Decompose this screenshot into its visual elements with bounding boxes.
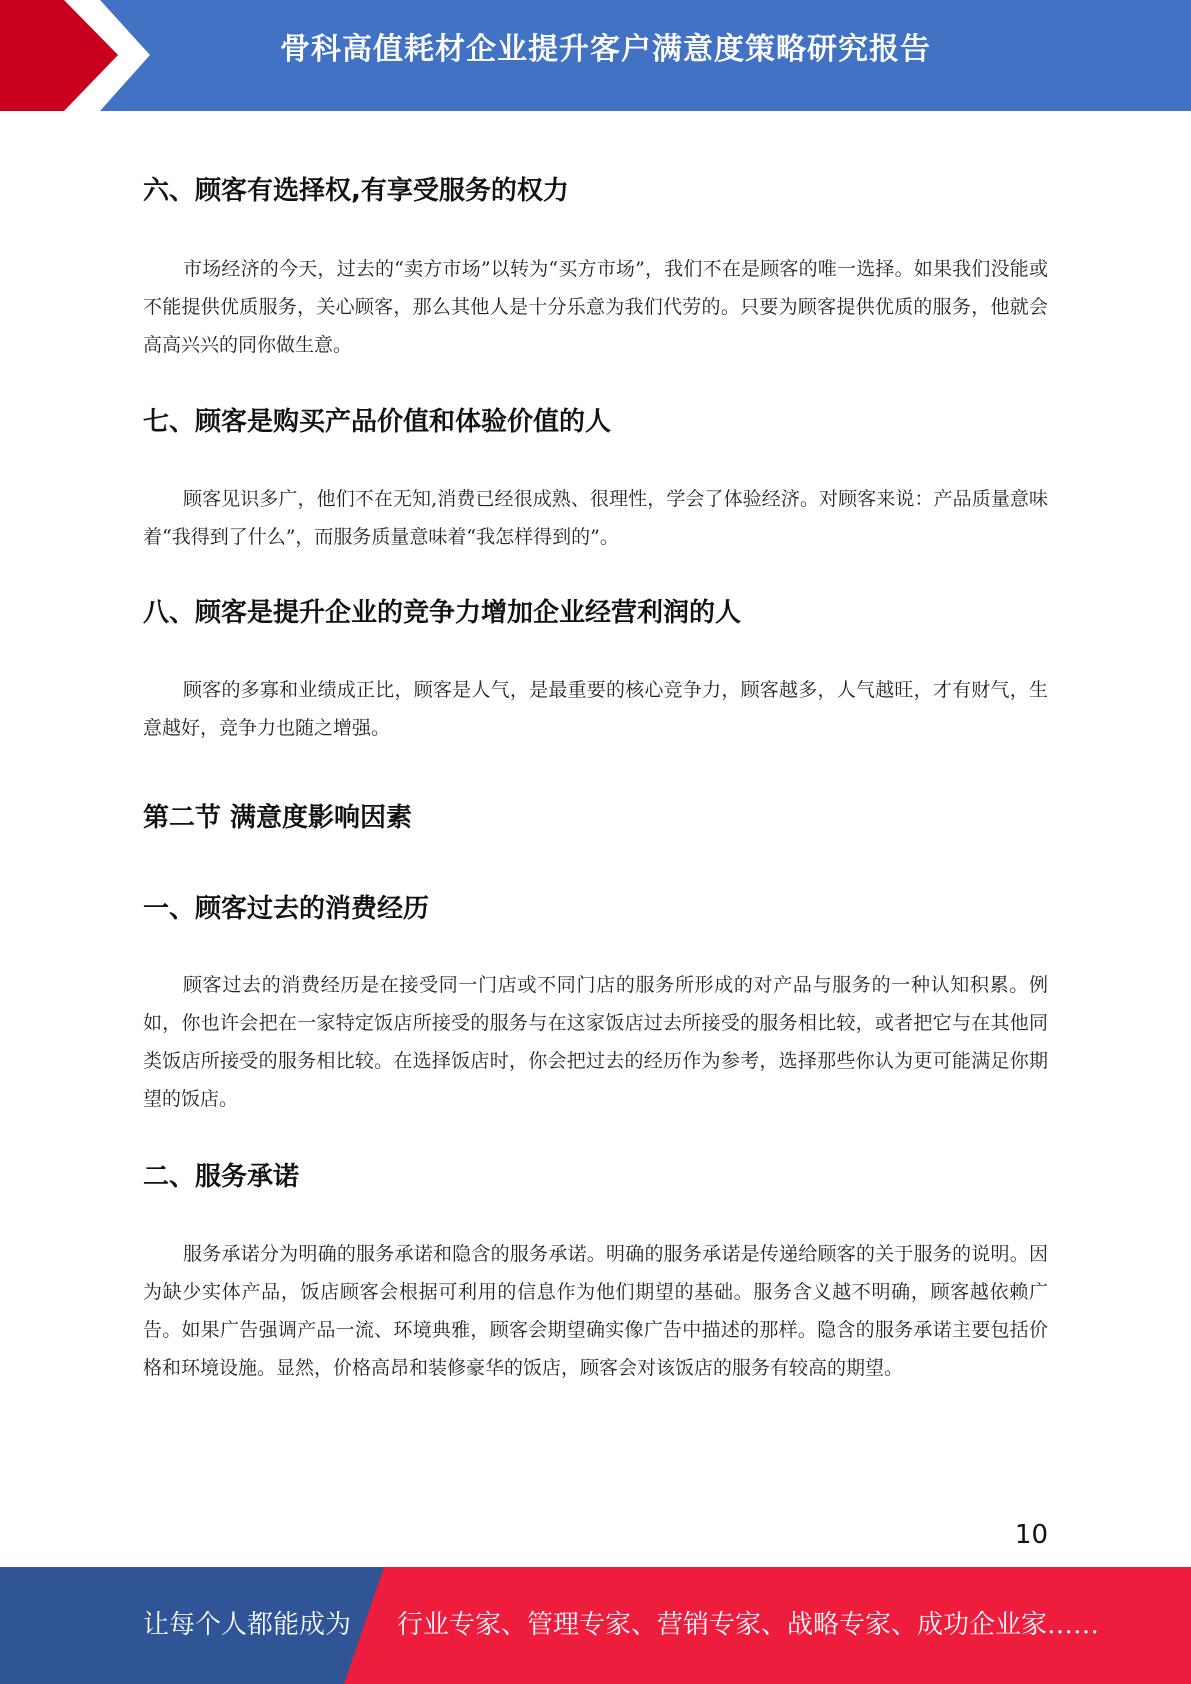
header-arrow-decoration [0, 0, 160, 111]
section-heading-6: 六、顾客有选择权,有享受服务的权力 [143, 176, 569, 206]
section-paragraph-6: 市场经济的今天，过去的“卖方市场”以转为“买方市场”，我们不在是顾客的唯一选择。如果我们没能或不能提供优质服务，关心顾客，那么其他人是十分乐意为我们代劳的。只要为顾客提供优质的服务，他就会高高兴兴的同你做生意。 [143, 258, 1048, 356]
section-paragraph-7: 顾客见识多广，他们不在无知,消费已经很成熟、很理性，学会了体验经济。对顾客来说：产品质量意味着“我得到了什么”，而服务质量意味着“我怎样得到的”。 [143, 488, 1048, 548]
page-header [0, 0, 1191, 111]
subsection-heading-1: 一、顾客过去的消费经历 [143, 894, 430, 924]
page-number: 10 [1014, 1520, 1048, 1550]
subsection-paragraph-1: 顾客过去的消费经历是在接受同一门店或不同门店的服务所形成的对产品与服务的一种认知积累。例如，你也许会把在一家特定饭店所接受的服务与在这家饭店过去所接受的服务相比较，或者把它与在其他同类饭店所接受的服务相比较。在选择饭店时，你会把过去的经历作为参考，选择那些你认为更可能满足你期望的饭店。 [143, 974, 1048, 1110]
chapter-section-heading: 第二节 满意度影响因素 [143, 803, 413, 833]
section-heading-7: 七、顾客是购买产品价值和体验价值的人 [143, 407, 612, 437]
section-paragraph-8: 顾客的多寡和业绩成正比，顾客是人气，是最重要的核心竞争力，顾客越多，人气越旺，才有财气，生意越好，竞争力也随之增强。 [143, 679, 1048, 739]
footer-slogan-left: 让每个人都能成为 [143, 1610, 352, 1640]
footer-slogan-right: 行业专家、管理专家、营销专家、战略专家、成功企业家…… [397, 1610, 1100, 1640]
page-footer [0, 1567, 1191, 1684]
section-heading-8: 八、顾客是提升企业的竞争力增加企业经营利润的人 [143, 598, 742, 628]
subsection-heading-2: 二、服务承诺 [143, 1162, 300, 1192]
report-title: 骨科高值耗材企业提升客户满意度策略研究报告 [280, 32, 931, 67]
subsection-paragraph-2: 服务承诺分为明确的服务承诺和隐含的服务承诺。明确的服务承诺是传递给顾客的关于服务的说明。因为缺少实体产品，饭店顾客会根据可利用的信息作为他们期望的基础。服务含义越不明确，顾客越依赖广告。如果广告强调产品一流、环境典雅，顾客会期望确实像广告中描述的那样。隐含的服务承诺主要包括价格和环境设施。显然，价格高昂和装修豪华的饭店，顾客会对该饭店的服务有较高的期望。 [143, 1243, 1048, 1379]
